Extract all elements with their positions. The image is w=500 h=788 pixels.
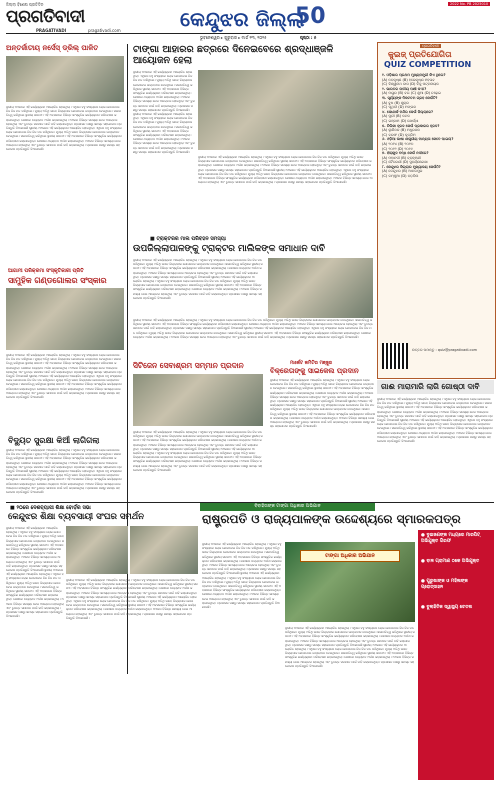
- quiz-question: ୫. ଚିଲିକା ହ୍ରଦ କେଉଁ ପ୍ରକାରର ହ୍ରଦ?: [382, 123, 440, 128]
- article-body: [377, 397, 494, 497]
- quiz-question: (C) ବିଶ୍ୱନାଥ ଦାସ (D) ବିଜୁ ପଟ୍ଟନାୟକ: [382, 82, 439, 87]
- body-text: ସ୍ଥାନୀୟ ଅଞ୍ଚଳରେ ଏହି କାର୍ଯ୍ୟକ୍ରମ ଆୟୋଜିତ ହୋଇଥିଲା। ଏଥିରେ ବହୁ ସଂଖ୍ୟାରେ ଲୋକ ଯୋଗଦେଇ ନିଜ ନିଜ ମତ ରଖିଥିଲେ। ମୁଖ୍ୟ ଅତିଥି ଭାବେ ଜିଲ୍ଲାପାଳ ଯୋଗଦେଇ ଉଦ୍‌ବୋଧନ ଦେଇଥିଲେ। ସଭାପତିତ୍ୱ କରିଥିଲେ ସ୍ଥାନୀୟ ସରପଞ୍ଚ। ଏହି ଅବସରରେ ବିଭିନ୍ନ ସାଂସ୍କୃତିକ କାର୍ଯ୍ୟକ୍ରମ ପରିବେଷଣ କରାଯାଇଥିଲା। ଶେଷରେ ଧନ୍ୟବାଦ ଅର୍ପଣ କରାଯାଇଥିଲା। ଅଞ୍ଚଳର ବିଭିନ୍ନ ସମସ୍ୟା ନେଇ ଆଲୋଚନା ହୋଇଥିଲା ଏବଂ ତୁରନ୍ତ ସମାଧାନ ପାଇଁ ଦାବି କରାଯାଇଥିଲା। ପ୍ରଶାସନ ପକ୍ଷରୁ ସମସ୍ତ ସହଯୋଗର ପ୍ରତିଶ୍ରୁତି ଦିଆଯାଇଛି।: [6, 105, 122, 131]
- body-text: ସ୍ଥାନୀୟ ଅଞ୍ଚଳରେ ଏହି କାର୍ଯ୍ୟକ୍ରମ ଆୟୋଜିତ ହୋଇଥିଲା। ଏଥିରେ ବହୁ ସଂଖ୍ୟାରେ ଲୋକ ଯୋଗଦେଇ ନିଜ ନିଜ ମତ ରଖିଥିଲେ। ମୁଖ୍ୟ ଅତିଥି ଭାବେ ଜିଲ୍ଲାପାଳ ଯୋଗଦେଇ ଉଦ୍‌ବୋଧନ ଦେଇଥିଲେ। ସଭାପତିତ୍ୱ କରିଥିଲେ ସ୍ଥାନୀୟ ସରପଞ୍ଚ। ଏହି ଅବସରରେ ବିଭିନ୍ନ ସାଂସ୍କୃତିକ କାର୍ଯ୍ୟକ୍ରମ ପରିବେଷଣ କରାଯାଇଥିଲା। ଶେଷରେ ଧନ୍ୟବାଦ ଅର୍ପଣ କରାଯାଇଥିଲା। ଅଞ୍ଚଳର ବିଭିନ୍ନ ସମସ୍ୟା ନେଇ ଆଲୋଚନା ହୋଇଥିଲା ଏବଂ ତୁରନ୍ତ ସମାଧାନ ପାଇଁ ଦାବି କରାଯାଇଥିଲା। ପ୍ରଶାସନ ପକ୍ଷରୁ ସମସ୍ତ ସହଯୋଗର ପ୍ରତିଶ୍ରୁତି ଦିଆଯାଇଛି।: [285, 642, 415, 668]
- quiz-question: ୩. ସୂର୍ଯ୍ୟଙ୍କ ନିକଟତମ ଗ୍ରହ କେଉଁଟି?: [382, 95, 438, 100]
- kicker-memorandum-box: [200, 503, 375, 511]
- article-body: [6, 105, 124, 265]
- headline-cultural: ସାମୁହିକ ଗଣ୍ଡଗୋଲର ସଂସ୍କାର: [8, 276, 107, 285]
- quiz-question: (A) ଲୁଣିଜଳ (B) ମଧୁରଜଳ: [382, 128, 420, 133]
- body-text: ସ୍ଥାନୀୟ ଅଞ୍ଚଳରେ ଏହି କାର୍ଯ୍ୟକ୍ରମ ଆୟୋଜିତ ହୋଇଥିଲା। ଏଥିରେ ବହୁ ସଂଖ୍ୟାରେ ଲୋକ ଯୋଗଦେଇ ନିଜ ନିଜ ମତ ରଖିଥିଲେ। ମୁଖ୍ୟ ଅତିଥି ଭାବେ ଜିଲ୍ଲାପାଳ ଯୋଗଦେଇ ଉଦ୍‌ବୋଧନ ଦେଇଥିଲେ। ସଭାପତିତ୍ୱ କରିଥିଲେ ସ୍ଥାନୀୟ ସରପଞ୍ଚ। ଏହି ଅବସରରେ ବିଭିନ୍ନ ସାଂସ୍କୃତିକ କାର୍ଯ୍ୟକ୍ରମ ପରିବେଷଣ କରାଯାଇଥିଲା। ଶେଷରେ ଧନ୍ୟବାଦ ଅର୍ପଣ କରାଯାଇଥିଲା। ଅଞ୍ଚଳର ବିଭିନ୍ନ ସମସ୍ୟା ନେଇ ଆଲୋଚନା ହୋଇଥିଲା ଏବଂ ତୁରନ୍ତ ସମାଧାନ ପାଇଁ ଦାବି କରାଯାଇଥିଲା। ପ୍ରଶାସନ ପକ୍ଷରୁ ସମସ୍ତ ସହଯୋଗର ପ୍ରତିଶ୍ରୁତି ଦିଆଯାଇଛି।: [198, 167, 373, 185]
- ad-item[interactable]: ● ବାଳ ଗ୍ରାମୀଣ ଠକେ ଅଭିଯୁକ୍ତ: [421, 559, 480, 564]
- qr-code[interactable]: [382, 343, 408, 369]
- quiz-question: ୭. ହୀରାକୁଦ ବନ୍ଧ କେଉଁ ନଦୀରେ?: [382, 151, 429, 156]
- rally-banner: [300, 550, 400, 562]
- quiz-title-odia: କୁଇଜ୍ ପ୍ରତିଯୋଗିତା: [388, 50, 452, 59]
- article-body: [270, 378, 375, 498]
- photo-education-2: [130, 526, 198, 574]
- body-text: ସ୍ଥାନୀୟ ଅଞ୍ଚଳରେ ଏହି କାର୍ଯ୍ୟକ୍ରମ ଆୟୋଜିତ ହୋଇଥିଲା। ଏଥିରେ ବହୁ ସଂଖ୍ୟାରେ ଲୋକ ଯୋଗଦେଇ ନିଜ ନିଜ ମତ ରଖିଥିଲେ। ମୁଖ୍ୟ ଅତିଥି ଭାବେ ଜିଲ୍ଲାପାଳ ଯୋଗଦେଇ ଉଦ୍‌ବୋଧନ ଦେଇଥିଲେ। ସଭାପତିତ୍ୱ କରିଥିଲେ ସ୍ଥାନୀୟ ସରପଞ୍ଚ। ଏହି ଅବସରରେ ବିଭିନ୍ନ ସାଂସ୍କୃତିକ କାର୍ଯ୍ୟକ୍ରମ ପରିବେଷଣ କରାଯାଇଥିଲା। ଶେଷରେ ଧନ୍ୟବାଦ ଅର୍ପଣ କରାଯାଇଥିଲା। ଅଞ୍ଚଳର ବିଭିନ୍ନ ସମସ୍ୟା ନେଇ ଆଲୋଚନା ହୋଇଥିଲା ଏବଂ ତୁରନ୍ତ ସମାଧାନ ପାଇଁ ଦାବି କରାଯାଇଥିଲା। ପ୍ରଶାସନ ପକ୍ଷରୁ ସମସ୍ତ ସହଯୋଗର ପ୍ରତିଶ୍ରୁତି ଦିଆଯାଇଛି।: [133, 430, 263, 451]
- photo-education-1: [66, 526, 128, 574]
- article-body: [202, 542, 282, 782]
- body-text: ସ୍ଥାନୀୟ ଅଞ୍ଚଳରେ ଏହି କାର୍ଯ୍ୟକ୍ରମ ଆୟୋଜିତ ହୋଇଥିଲା। ଏଥିରେ ବହୁ ସଂଖ୍ୟାରେ ଲୋକ ଯୋଗଦେଇ ନିଜ ନିଜ ମତ ରଖିଥିଲେ। ମୁଖ୍ୟ ଅତିଥି ଭାବେ ଜିଲ୍ଲାପାଳ ଯୋଗଦେଇ ଉଦ୍‌ବୋଧନ ଦେଇଥିଲେ। ସଭାପତିତ୍ୱ କରିଥିଲେ ସ୍ଥାନୀୟ ସରପଞ୍ଚ। ଏହି ଅବସରରେ ବିଭିନ୍ନ ସାଂସ୍କୃତିକ କାର୍ଯ୍ୟକ୍ରମ ପରିବେଷଣ କରାଯାଇଥିଲା। ଶେଷରେ ଧନ୍ୟବାଦ ଅର୍ପଣ କରାଯାଇଥିଲା। ଅଞ୍ଚଳର ବିଭିନ୍ନ ସମସ୍ୟା ନେଇ ଆଲୋଚନା ହୋଇଥିଲା ଏବଂ ତୁରନ୍ତ ସମାଧାନ ପାଇଁ ଦାବି କରାଯାଇଥିଲା। ପ୍ରଶାସନ ପକ୍ଷରୁ ସମସ୍ତ ସହଯୋଗର ପ୍ରତିଶ୍ରୁତି ଦିଆଯାଇଛି।: [6, 126, 122, 152]
- body-text: ସ୍ଥାନୀୟ ଅଞ୍ଚଳରେ ଏହି କାର୍ଯ୍ୟକ୍ରମ ଆୟୋଜିତ ହୋଇଥିଲା। ଏଥିରେ ବହୁ ସଂଖ୍ୟାରେ ଲୋକ ଯୋଗଦେଇ ନିଜ ନିଜ ମତ ରଖିଥିଲେ। ମୁଖ୍ୟ ଅତିଥି ଭାବେ ଜିଲ୍ଲାପାଳ ଯୋଗଦେଇ ଉଦ୍‌ବୋଧନ ଦେଇଥିଲେ। ସଭାପତିତ୍ୱ କରିଥିଲେ ସ୍ଥାନୀୟ ସରପଞ୍ଚ। ଏହି ଅବସରରେ ବିଭିନ୍ନ ସାଂସ୍କୃତିକ କାର୍ଯ୍ୟକ୍ରମ ପରିବେଷଣ କରାଯାଇଥିଲା। ଶେଷରେ ଧନ୍ୟବାଦ ଅର୍ପଣ କରାଯାଇଥିଲା। ଅଞ୍ଚଳର ବିଭିନ୍ନ ସମସ୍ୟା ନେଇ ଆଲୋଚନା ହୋଇଥିଲା ଏବଂ ତୁରନ୍ତ ସମାଧାନ ପାଇଁ ଦାବି କରାଯାଇଥିଲା। ପ୍ରଶାସନ ପକ୍ଷରୁ ସମସ୍ତ ସହଯୋଗର ପ୍ରତିଶ୍ରୁତି ଦିଆଯାଇଛି।: [6, 526, 64, 573]
- quiz-question: (A) ୨୦୧୪ (B) ୨୦୧୦: [382, 141, 414, 146]
- quiz-tag: ପ୍ରଗତିବାଦୀ: [422, 44, 439, 48]
- headline-nurses: ଅନ୍ତର୍ଜାତୀୟ ନର୍ସେସ୍ ଡ୍ରିଲ୍ ପାଳିତ: [6, 44, 99, 52]
- body-text: ସ୍ଥାନୀୟ ଅଞ୍ଚଳରେ ଏହି କାର୍ଯ୍ୟକ୍ରମ ଆୟୋଜିତ ହୋଇଥିଲା। ଏଥିରେ ବହୁ ସଂଖ୍ୟାରେ ଲୋକ ଯୋଗଦେଇ ନିଜ ନିଜ ମତ ରଖିଥିଲେ। ମୁଖ୍ୟ ଅତିଥି ଭାବେ ଜିଲ୍ଲାପାଳ ଯୋଗଦେଇ ଉଦ୍‌ବୋଧନ ଦେଇଥିଲେ। ସଭାପତିତ୍ୱ କରିଥିଲେ ସ୍ଥାନୀୟ ସରପଞ୍ଚ। ଏହି ଅବସରରେ ବିଭିନ୍ନ ସାଂସ୍କୃତିକ କାର୍ଯ୍ୟକ୍ରମ ପରିବେଷଣ କରାଯାଇଥିଲା। ଶେଷରେ ଧନ୍ୟବାଦ ଅର୍ପଣ କରାଯାଇଥିଲା। ଅଞ୍ଚଳର ବିଭିନ୍ନ ସମସ୍ୟା ନେଇ ଆଲୋଚନା ହୋଇଥିଲା ଏବଂ ତୁରନ୍ତ ସମାଧାନ ପାଇଁ ଦାବି କରାଯାଇଥିଲା। ପ୍ରଶାସନ ପକ୍ଷରୁ ସମସ୍ତ ସହଯୋଗର ପ୍ରତିଶ୍ରୁତି ଦିଆଯାଇଛି।: [202, 542, 282, 576]
- article-body: [6, 526, 64, 781]
- kicker-memorandum: ବିବାହିତାଙ୍କ ଟାଙ୍ଗା ଅଧିକାର ଅଭିଯାନ: [254, 504, 321, 509]
- reg-number: 2022 No. PB 2025010: [450, 2, 489, 6]
- quiz-title-en: QUIZ COMPETITION: [384, 60, 472, 69]
- headline-bicycle: ବିକ୍ରେତାଙ୍କୁ ସାଇକେଲ ପ୍ରଦାନ: [270, 367, 359, 375]
- body-text: ସ୍ଥାନୀୟ ଅଞ୍ଚଳରେ ଏହି କାର୍ଯ୍ୟକ୍ରମ ଆୟୋଜିତ ହୋଇଥିଲା। ଏଥିରେ ବହୁ ସଂଖ୍ୟାରେ ଲୋକ ଯୋଗଦେଇ ନିଜ ନିଜ ମତ ରଖିଥିଲେ। ମୁଖ୍ୟ ଅତିଥି ଭାବେ ଜିଲ୍ଲାପାଳ ଯୋଗଦେଇ ଉଦ୍‌ବୋଧନ ଦେଇଥିଲେ। ସଭାପତିତ୍ୱ କରିଥିଲେ ସ୍ଥାନୀୟ ସରପଞ୍ଚ। ଏହି ଅବସରରେ ବିଭିନ୍ନ ସାଂସ୍କୃତିକ କାର୍ଯ୍ୟକ୍ରମ ପରିବେଷଣ କରାଯାଇଥିଲା। ଶେଷରେ ଧନ୍ୟବାଦ ଅର୍ପଣ କରାଯାଇଥିଲା। ଅଞ୍ଚଳର ବିଭିନ୍ନ ସମସ୍ୟା ନେଇ ଆଲୋଚନା ହୋଇଥିଲା ଏବଂ ତୁରନ୍ତ ସମାଧାନ ପାଇଁ ଦାବି କରାଯାଇଥିଲା। ପ୍ରଶାସନ ପକ୍ଷରୁ ସମସ୍ତ ସହଯୋଗର ପ୍ରତିଶ୍ରୁତି ଦିଆଯାଇଛି।: [133, 318, 373, 331]
- article-body: [198, 155, 373, 230]
- quiz-question: (C) ଗଞ୍ଜାମ (D) ଖୋର୍ଦ୍ଧା: [382, 118, 419, 123]
- logo: ପ୍ରଗତିବାଦୀ: [6, 7, 85, 27]
- ad-item[interactable]: ● ଦୁଇଜଣଙ୍କ ମଧ୍ୟରେ ମାରପିଟ୍‌ ଅଭିଯୁକ୍ତ ଗିରଫ: [421, 533, 481, 544]
- quiz-question: (A) କେନ୍ଦୁଝର (B) ଆନନ୍ଦପୁର: [382, 169, 423, 174]
- article-body: [285, 626, 415, 781]
- headline-electric: ବିଦ୍ୟୁତ ସୁରକ୍ଷା କିଆଁ ଲାଗିଗଲା: [8, 436, 100, 445]
- headline-memorandum: ରାଷ୍ଟ୍ରପତି ଓ ରାଜ୍ୟପାଳଙ୍କ ଉଦ୍ଦେଶ୍ୟରେ ସ୍ମାରକପତ୍ର: [202, 512, 461, 526]
- body-text: ସ୍ଥାନୀୟ ଅଞ୍ଚଳରେ ଏହି କାର୍ଯ୍ୟକ୍ରମ ଆୟୋଜିତ ହୋଇଥିଲା। ଏଥିରେ ବହୁ ସଂଖ୍ୟାରେ ଲୋକ ଯୋଗଦେଇ ନିଜ ନିଜ ମତ ରଖିଥିଲେ। ମୁଖ୍ୟ ଅତିଥି ଭାବେ ଜିଲ୍ଲାପାଳ ଯୋଗଦେଇ ଉଦ୍‌ବୋଧନ ଦେଇଥିଲେ। ସଭାପତିତ୍ୱ କରିଥିଲେ ସ୍ଥାନୀୟ ସରପଞ୍ଚ। ଏହି ଅବସରରେ ବିଭିନ୍ନ ସାଂସ୍କୃତିକ କାର୍ଯ୍ୟକ୍ରମ ପରିବେଷଣ କରାଯାଇଥିଲା। ଶେଷରେ ଧନ୍ୟବାଦ ଅର୍ପଣ କରାଯାଇଥିଲା। ଅଞ୍ଚଳର ବିଭିନ୍ନ ସମସ୍ୟା ନେଇ ଆଲୋଚନା ହୋଇଥିଲା ଏବଂ ତୁରନ୍ତ ସମାଧାନ ପାଇଁ ଦାବି କରାଯାଇଥିଲା। ପ୍ରଶାସନ ପକ୍ଷରୁ ସମସ୍ତ ସହଯୋଗର ପ୍ରତିଶ୍ରୁତି ଦିଆଯାଇଛି।: [133, 326, 372, 339]
- body-text: ସ୍ଥାନୀୟ ଅଞ୍ଚଳରେ ଏହି କାର୍ଯ୍ୟକ୍ରମ ଆୟୋଜିତ ହୋଇଥିଲା। ଏଥିରେ ବହୁ ସଂଖ୍ୟାରେ ଲୋକ ଯୋଗଦେଇ ନିଜ ନିଜ ମତ ରଖିଥିଲେ। ମୁଖ୍ୟ ଅତିଥି ଭାବେ ଜିଲ୍ଲାପାଳ ଯୋଗଦେଇ ଉଦ୍‌ବୋଧନ ଦେଇଥିଲେ। ସଭାପତିତ୍ୱ କରିଥିଲେ ସ୍ଥାନୀୟ ସରପଞ୍ଚ। ଏହି ଅବସରରେ ବିଭିନ୍ନ ସାଂସ୍କୃତିକ କାର୍ଯ୍ୟକ୍ରମ ପରିବେଷଣ କରାଯାଇଥିଲା। ଶେଷରେ ଧନ୍ୟବାଦ ଅର୍ପଣ କରାଯାଇଥିଲା। ଅଞ୍ଚଳର ବିଭିନ୍ନ ସମସ୍ୟା ନେଇ ଆଲୋଚନା ହୋଇଥିଲା ଏବଂ ତୁରନ୍ତ ସମାଧାନ ପାଇଁ ଦାବି କରାଯାଇଥିଲା। ପ୍ରଶାସନ ପକ୍ଷରୁ ସମସ୍ତ ସହଯୋଗର ପ୍ରତିଶ୍ରୁତି ଦିଆଯାଇଛି।: [66, 578, 198, 599]
- district-title: କେନ୍ଦୁଝର ଜିଲ୍ଲା: [180, 7, 305, 31]
- body-text: ସ୍ଥାନୀୟ ଅଞ୍ଚଳରେ ଏହି କାର୍ଯ୍ୟକ୍ରମ ଆୟୋଜିତ ହୋଇଥିଲା। ଏଥିରେ ବହୁ ସଂଖ୍ୟାରେ ଲୋକ ଯୋଗଦେଇ ନିଜ ନିଜ ମତ ରଖିଥିଲେ। ମୁଖ୍ୟ ଅତିଥି ଭାବେ ଜିଲ୍ଲାପାଳ ଯୋଗଦେଇ ଉଦ୍‌ବୋଧନ ଦେଇଥିଲେ। ସଭାପତିତ୍ୱ କରିଥିଲେ ସ୍ଥାନୀୟ ସରପଞ୍ଚ। ଏହି ଅବସରରେ ବିଭିନ୍ନ ସାଂସ୍କୃତିକ କାର୍ଯ୍ୟକ୍ରମ ପରିବେଷଣ କରାଯାଇଥିଲା। ଶେଷରେ ଧନ୍ୟବାଦ ଅର୍ପଣ କରାଯାଇଥିଲା। ଅଞ୍ଚଳର ବିଭିନ୍ନ ସମସ୍ୟା ନେଇ ଆଲୋଚନା ହୋଇଥିଲା ଏବଂ ତୁରନ୍ତ ସମାଧାନ ପାଇଁ ଦାବି କରାଯାଇଥିଲା। ପ୍ରଶାସନ ପକ୍ଷରୁ ସମସ୍ତ ସହଯୋଗର ପ୍ରତିଶ୍ରୁତି ଦିଆଯାଇଛି।: [133, 258, 263, 279]
- lead-headline: ଟାଙ୍ଗା ଆହାରର ଛତ୍ରରେ ଦିନେଇବେରେ ଶ୍ରଦ୍ଧାଞ୍ଜଳି ଆୟୋଜନ ହେଲା: [133, 44, 334, 66]
- article-body: [66, 578, 198, 778]
- body-text: ସ୍ଥାନୀୟ ଅଞ୍ଚଳରେ ଏହି କାର୍ଯ୍ୟକ୍ରମ ଆୟୋଜିତ ହୋଇଥିଲା। ଏଥିରେ ବହୁ ସଂଖ୍ୟାରେ ଲୋକ ଯୋଗଦେଇ ନିଜ ନିଜ ମତ ରଖିଥିଲେ। ମୁଖ୍ୟ ଅତିଥି ଭାବେ ଜିଲ୍ଲାପାଳ ଯୋଗଦେଇ ଉଦ୍‌ବୋଧନ ଦେଇଥିଲେ। ସଭାପତିତ୍ୱ କରିଥିଲେ ସ୍ଥାନୀୟ ସରପଞ୍ଚ। ଏହି ଅବସରରେ ବିଭିନ୍ନ ସାଂସ୍କୃତିକ କାର୍ଯ୍ୟକ୍ରମ ପରିବେଷଣ କରାଯାଇଥିଲା। ଶେଷରେ ଧନ୍ୟବାଦ ଅର୍ପଣ କରାଯାଇଥିଲା। ଅଞ୍ଚଳର ବିଭିନ୍ନ ସମସ୍ୟା ନେଇ ଆଲୋଚନା ହୋଇଥିଲା ଏବଂ ତୁରନ୍ତ ସମାଧାନ ପାଇଁ ଦାବି କରାଯାଇଥିଲା। ପ୍ରଶାସନ ପକ୍ଷରୁ ସମସ୍ତ ସହଯୋଗର ପ୍ରତିଶ୍ରୁତି ଦିଆଯାଇଛି।: [377, 418, 493, 444]
- quiz-question: (C) ଚମ୍ପୁଆ (D) ବଡ଼ବିଲ: [382, 174, 419, 179]
- photo-citizen: [133, 374, 263, 426]
- quiz-question: (A) ମହାନଦୀ (B) ବ୍ରାହ୍ମଣୀ: [382, 155, 421, 160]
- body-text: ସ୍ଥାନୀୟ ଅଞ୍ଚଳରେ ଏହି କାର୍ଯ୍ୟକ୍ରମ ଆୟୋଜିତ ହୋଇଥିଲା। ଏଥିରେ ବହୁ ସଂଖ୍ୟାରେ ଲୋକ ଯୋଗଦେଇ ନିଜ ନିଜ ମତ ରଖିଥିଲେ। ମୁଖ୍ୟ ଅତିଥି ଭାବେ ଜିଲ୍ଲାପାଳ ଯୋଗଦେଇ ଉଦ୍‌ବୋଧନ ଦେଇଥିଲେ। ସଭାପତିତ୍ୱ କରିଥିଲେ ସ୍ଥାନୀୟ ସରପଞ୍ଚ। ଏହି ଅବସରରେ ବିଭିନ୍ନ ସାଂସ୍କୃତିକ କାର୍ଯ୍ୟକ୍ରମ ପରିବେଷଣ କରାଯାଇଥିଲା। ଶେଷରେ ଧନ୍ୟବାଦ ଅର୍ପଣ କରାଯାଇଥିଲା। ଅଞ୍ଚଳର ବିଭିନ୍ନ ସମସ୍ୟା ନେଇ ଆଲୋଚନା ହୋଇଥିଲା ଏବଂ ତୁରନ୍ତ ସମାଧାନ ପାଇଁ ଦାବି କରାଯାଇଥିଲା। ପ୍ରଶାସନ ପକ୍ଷରୁ ସମସ୍ତ ସହଯୋଗର ପ୍ରତିଶ୍ରୁତି ଦିଆଯାଇଛି।: [6, 469, 122, 495]
- kicker-market: ମାର୍କେଟ କମିଟିର ମଞ୍ଜୁର: [290, 361, 333, 366]
- top-note: ଜିଲ୍ଲା ବିଶେଷ ପ୍ରତିଦିନ: [6, 2, 44, 7]
- kicker-cultural: ଆଗାମୀ ପରିକ୍ରମା ସଂସ୍କୃତିକାରୀ ପ୍ରିତି: [8, 268, 84, 274]
- kicker-education: ■ ୨୦ରେ ଦେଶବ୍ୟାପୀ ଶିକ୍ଷା ବୋର୍ଡ଼ର ସଭା: [10, 505, 91, 511]
- quiz-question: (C) ୨୦୧୨ (D) ୨୦୧୬: [382, 146, 413, 151]
- article-body: [6, 353, 124, 433]
- body-text: ସ୍ଥାନୀୟ ଅଞ୍ଚଳରେ ଏହି କାର୍ଯ୍ୟକ୍ରମ ଆୟୋଜିତ ହୋଇଥିଲା। ଏଥିରେ ବହୁ ସଂଖ୍ୟାରେ ଲୋକ ଯୋଗଦେଇ ନିଜ ନିଜ ମତ ରଖିଥିଲେ। ମୁଖ୍ୟ ଅତିଥି ଭାବେ ଜିଲ୍ଲାପାଳ ଯୋଗଦେଇ ଉଦ୍‌ବୋଧନ ଦେଇଥିଲେ। ସଭାପତିତ୍ୱ କରିଥିଲେ ସ୍ଥାନୀୟ ସରପଞ୍ଚ। ଏହି ଅବସରରେ ବିଭିନ୍ନ ସାଂସ୍କୃତିକ କାର୍ଯ୍ୟକ୍ରମ ପରିବେଷଣ କରାଯାଇଥିଲା। ଶେଷରେ ଧନ୍ୟବାଦ ଅର୍ପଣ କରାଯାଇଥିଲା। ଅଞ୍ଚଳର ବିଭିନ୍ନ ସମସ୍ୟା ନେଇ ଆଲୋଚନା ହୋଇଥିଲା ଏବଂ ତୁରନ୍ତ ସମାଧାନ ପାଇଁ ଦାବି କରାଯାଇଥିଲା। ପ୍ରଶାସନ ପକ୍ଷରୁ ସମସ୍ତ ସହଯୋଗର ପ୍ରତିଶ୍ରୁତି ଦିଆଯାଇଛି।: [6, 374, 122, 400]
- masthead-rule: [6, 33, 494, 34]
- quiz-question-list: [382, 73, 491, 179]
- quiz-question: (C) ବୈତରଣୀ (D) ସୁବର୍ଣ୍ଣରେଖା: [382, 160, 428, 165]
- quiz-question: (A) ମୟୂର (B) ବଗ (C) ଶୁଆ (D) ଚଢ଼େଇ: [382, 91, 441, 96]
- photo-tractor: [268, 258, 373, 318]
- rally-banner-text: ଟାଙ୍ଗା ଅଧିକାର ଅଭିଯାନ: [325, 553, 375, 559]
- article-body: [133, 70, 195, 230]
- body-text: ସ୍ଥାନୀୟ ଅଞ୍ଚଳରେ ଏହି କାର୍ଯ୍ୟକ୍ରମ ଆୟୋଜିତ ହୋଇଥିଲା। ଏଥିରେ ବହୁ ସଂଖ୍ୟାରେ ଲୋକ ଯୋଗଦେଇ ନିଜ ନିଜ ମତ ରଖିଥିଲେ। ମୁଖ୍ୟ ଅତିଥି ଭାବେ ଜିଲ୍ଲାପାଳ ଯୋଗଦେଇ ଉଦ୍‌ବୋଧନ ଦେଇଥିଲେ। ସଭାପତିତ୍ୱ କରିଥିଲେ ସ୍ଥାନୀୟ ସରପଞ୍ଚ। ଏହି ଅବସରରେ ବିଭିନ୍ନ ସାଂସ୍କୃତିକ କାର୍ଯ୍ୟକ୍ରମ ପରିବେଷଣ କରାଯାଇଥିଲା। ଶେଷରେ ଧନ୍ୟବାଦ ଅର୍ପଣ କରାଯାଇଥିଲା। ଅଞ୍ଚଳର ବିଭିନ୍ନ ସମସ୍ୟା ନେଇ ଆଲୋଚନା ହୋଇଥିଲା ଏବଂ ତୁରନ୍ତ ସମାଧାନ ପାଇଁ ଦାବି କରାଯାଇଥିଲା। ପ୍ରଶାସନ ପକ୍ଷରୁ ସମସ୍ତ ସହଯୋଗର ପ୍ରତିଶ୍ରୁତି ଦିଆଯାଇଛି।: [66, 594, 197, 620]
- headline-tractor: ଉପଜିଲ୍ଲାପାଳଙ୍କୁ ଟ୍ରାକ୍ଟର ମାଲିକଙ୍କ ସମାଧାନ ଦାବି: [133, 244, 326, 254]
- photo-nurses: [6, 56, 124, 102]
- body-text: ସ୍ଥାନୀୟ ଅଞ୍ଚଳରେ ଏହି କାର୍ଯ୍ୟକ୍ରମ ଆୟୋଜିତ ହୋଇଥିଲା। ଏଥିରେ ବହୁ ସଂଖ୍ୟାରେ ଲୋକ ଯୋଗଦେଇ ନିଜ ନିଜ ମତ ରଖିଥିଲେ। ମୁଖ୍ୟ ଅତିଥି ଭାବେ ଜିଲ୍ଲାପାଳ ଯୋଗଦେଇ ଉଦ୍‌ବୋଧନ ଦେଇଥିଲେ। ସଭାପତିତ୍ୱ କରିଥିଲେ ସ୍ଥାନୀୟ ସରପଞ୍ଚ। ଏହି ଅବସରରେ ବିଭିନ୍ନ ସାଂସ୍କୃତିକ କାର୍ଯ୍ୟକ୍ରମ ପରିବେଷଣ କରାଯାଇଥିଲା। ଶେଷରେ ଧନ୍ୟବାଦ ଅର୍ପଣ କରାଯାଇଥିଲା। ଅଞ୍ଚଳର ବିଭିନ୍ନ ସମସ୍ୟା ନେଇ ଆଲୋଚନା ହୋଇଥିଲା ଏବଂ ତୁରନ୍ତ ସମାଧାନ ପାଇଁ ଦାବି କରାଯାଇଥିଲା। ପ୍ରଶାସନ ପକ୍ଷରୁ ସମସ୍ତ ସହଯୋଗର ପ୍ରତିଶ୍ରୁତି ଦିଆଯାଇଛି।: [6, 353, 122, 379]
- site-url: pragativadi.com: [88, 28, 121, 33]
- sidebar-ad: [418, 530, 494, 780]
- body-text: ସ୍ଥାନୀୟ ଅଞ୍ଚଳରେ ଏହି କାର୍ଯ୍ୟକ୍ରମ ଆୟୋଜିତ ହୋଇଥିଲା। ଏଥିରେ ବହୁ ସଂଖ୍ୟାରେ ଲୋକ ଯୋଗଦେଇ ନିଜ ନିଜ ମତ ରଖିଥିଲେ। ମୁଖ୍ୟ ଅତିଥି ଭାବେ ଜିଲ୍ଲାପାଳ ଯୋଗଦେଇ ଉଦ୍‌ବୋଧନ ଦେଇଥିଲେ। ସଭାପତିତ୍ୱ କରିଥିଲେ ସ୍ଥାନୀୟ ସରପଞ୍ଚ। ଏହି ଅବସରରେ ବିଭିନ୍ନ ସାଂସ୍କୃତିକ କାର୍ଯ୍ୟକ୍ରମ ପରିବେଷଣ କରାଯାଇଥିଲା। ଶେଷରେ ଧନ୍ୟବାଦ ଅର୍ପଣ କରାଯାଇଥିଲା। ଅଞ୍ଚଳର ବିଭିନ୍ନ ସମସ୍ୟା ନେଇ ଆଲୋଚନା ହୋଇଥିଲା ଏବଂ ତୁରନ୍ତ ସମାଧାନ ପାଇଁ ଦାବି କରାଯାଇଥିଲା। ପ୍ରଶାସନ ପକ୍ଷରୁ ସମସ୍ତ ସହଯୋଗର ପ୍ରତିଶ୍ରୁତି ଦିଆଯାଇଛି।: [270, 378, 374, 404]
- masthead: [0, 0, 500, 40]
- quiz-question: (C) ବରଫ (D) କୃତ୍ରିମ: [382, 132, 416, 137]
- quiz-question: ୬. ଓଡ଼ିଆ ଭାଷା ଶାସ୍ତ୍ରୀୟ ମାନ୍ୟତା କେବେ ପାଇଲା?: [382, 137, 454, 142]
- date-line: ଭୁବନେଶ୍ୱର ▸ ଗୁରୁବାର ▸ ମାର୍ଚ୍ଚ ୧୩, ୨୦୨୫: [200, 35, 267, 40]
- headline-education: କେନ୍ଦୁଝର ଶିକ୍ଷା ବ୍ୟବସାୟୀ ସଂଘର ସମର୍ଥନ: [8, 512, 144, 522]
- body-text: ସ୍ଥାନୀୟ ଅଞ୍ଚଳରେ ଏହି କାର୍ଯ୍ୟକ୍ରମ ଆୟୋଜିତ ହୋଇଥିଲା। ଏଥିରେ ବହୁ ସଂଖ୍ୟାରେ ଲୋକ ଯୋଗଦେଇ ନିଜ ନିଜ ମତ ରଖିଥିଲେ। ମୁଖ୍ୟ ଅତିଥି ଭାବେ ଜିଲ୍ଲାପାଳ ଯୋଗଦେଇ ଉଦ୍‌ବୋଧନ ଦେଇଥିଲେ। ସଭାପତିତ୍ୱ କରିଥିଲେ ସ୍ଥାନୀୟ ସରପଞ୍ଚ। ଏହି ଅବସରରେ ବିଭିନ୍ନ ସାଂସ୍କୃତିକ କାର୍ଯ୍ୟକ୍ରମ ପରିବେଷଣ କରାଯାଇଥିଲା। ଶେଷରେ ଧନ୍ୟବାଦ ଅର୍ପଣ କରାଯାଇଥିଲା। ଅଞ୍ଚଳର ବିଭିନ୍ନ ସମସ୍ୟା ନେଇ ଆଲୋଚନା ହୋଇଥିଲା ଏବଂ ତୁରନ୍ତ ସମାଧାନ ପାଇଁ ଦାବି କରାଯାଇଥିଲା। ପ୍ରଶାସନ ପକ୍ଷରୁ ସମସ୍ତ ସହଯୋଗର ପ୍ରତିଶ୍ରୁତି ଦିଆଯାଇଛି।: [285, 626, 415, 647]
- body-text: ସ୍ଥାନୀୟ ଅଞ୍ଚଳରେ ଏହି କାର୍ଯ୍ୟକ୍ରମ ଆୟୋଜିତ ହୋଇଥିଲା। ଏଥିରେ ବହୁ ସଂଖ୍ୟାରେ ଲୋକ ଯୋଗଦେଇ ନିଜ ନିଜ ମତ ରଖିଥିଲେ। ମୁଖ୍ୟ ଅତିଥି ଭାବେ ଜିଲ୍ଲାପାଳ ଯୋଗଦେଇ ଉଦ୍‌ବୋଧନ ଦେଇଥିଲେ। ସଭାପତିତ୍ୱ କରିଥିଲେ ସ୍ଥାନୀୟ ସରପଞ୍ଚ। ଏହି ଅବସରରେ ବିଭିନ୍ନ ସାଂସ୍କୃତିକ କାର୍ଯ୍ୟକ୍ରମ ପରିବେଷଣ କରାଯାଇଥିଲା। ଶେଷରେ ଧନ୍ୟବାଦ ଅର୍ପଣ କରାଯାଇଥିଲା। ଅଞ୍ଚଳର ବିଭିନ୍ନ ସମସ୍ୟା ନେଇ ଆଲୋଚନା ହୋଇଥିଲା ଏବଂ ତୁରନ୍ତ ସମାଧାନ ପାଇଁ ଦାବି କରାଯାଇଥିଲା। ପ୍ରଶାସନ ପକ୍ଷରୁ ସମସ୍ତ ସହଯୋଗର ପ୍ରତିଶ୍ରୁତି ଦିଆଯାଇଛି।: [6, 448, 122, 474]
- article-body: [133, 430, 263, 500]
- quiz-question: (C) ପୃଥିବୀ (D) ମଙ୍ଗଳ: [382, 105, 416, 110]
- logo-sub: PRAGATIVADI: [36, 28, 67, 33]
- article-body: [133, 258, 263, 313]
- article-body: [6, 448, 124, 498]
- photo-cultural: [6, 288, 124, 350]
- quiz-question: ୪. କୋଣାର୍କ ମନ୍ଦିର କେଉଁ ଜିଲ୍ଲାରେ?: [382, 109, 434, 114]
- quiz-question: ୮. କେନ୍ଦୁଝର ଜିଲ୍ଲାର ମୁଖ୍ୟାଳୟ କେଉଁଠି?: [382, 164, 441, 169]
- headline-cow-box: [377, 380, 494, 394]
- ad-item[interactable]: ● ପୁରୁଷାଙ୍କ ଓ ମହିଳାଙ୍କ ପ୍ରୋତ୍ସାହନ: [421, 579, 468, 590]
- quiz-question: (A) ନବକୃଷ୍ଣ (B) ହରେକୃଷ୍ଣ ମହତାବ: [382, 77, 435, 82]
- page-label: ପୃଷ୍ଠା : ୫: [300, 35, 317, 40]
- body-text: ସ୍ଥାନୀୟ ଅଞ୍ଚଳରେ ଏହି କାର୍ଯ୍ୟକ୍ରମ ଆୟୋଜିତ ହୋଇଥିଲା। ଏଥିରେ ବହୁ ସଂଖ୍ୟାରେ ଲୋକ ଯୋଗଦେଇ ନିଜ ନିଜ ମତ ରଖିଥିଲେ। ମୁଖ୍ୟ ଅତିଥି ଭାବେ ଜିଲ୍ଲାପାଳ ଯୋଗଦେଇ ଉଦ୍‌ବୋଧନ ଦେଇଥିଲେ। ସଭାପତିତ୍ୱ କରିଥିଲେ ସ୍ଥାନୀୟ ସରପଞ୍ଚ। ଏହି ଅବସରରେ ବିଭିନ୍ନ ସାଂସ୍କୃତିକ କାର୍ଯ୍ୟକ୍ରମ ପରିବେଷଣ କରାଯାଇଥିଲା। ଶେଷରେ ଧନ୍ୟବାଦ ଅର୍ପଣ କରାଯାଇଥିଲା। ଅଞ୍ଚଳର ବିଭିନ୍ନ ସମସ୍ୟା ନେଇ ଆଲୋଚନା ହୋଇଥିଲା ଏବଂ ତୁରନ୍ତ ସମାଧାନ ପାଇଁ ଦାବି କରାଯାଇଥିଲା। ପ୍ରଶାସନ ପକ୍ଷରୁ ସମସ୍ତ ସହଯୋଗର ପ୍ରତିଶ୍ରୁତି ଦିଆଯାଇଛି।: [133, 70, 195, 112]
- body-text: ସ୍ଥାନୀୟ ଅଞ୍ଚଳରେ ଏହି କାର୍ଯ୍ୟକ୍ରମ ଆୟୋଜିତ ହୋଇଥିଲା। ଏଥିରେ ବହୁ ସଂଖ୍ୟାରେ ଲୋକ ଯୋଗଦେଇ ନିଜ ନିଜ ମତ ରଖିଥିଲେ। ମୁଖ୍ୟ ଅତିଥି ଭାବେ ଜିଲ୍ଲାପାଳ ଯୋଗଦେଇ ଉଦ୍‌ବୋଧନ ଦେଇଥିଲେ। ସଭାପତିତ୍ୱ କରିଥିଲେ ସ୍ଥାନୀୟ ସରପଞ୍ଚ। ଏହି ଅବସରରେ ବିଭିନ୍ନ ସାଂସ୍କୃତିକ କାର୍ଯ୍ୟକ୍ରମ ପରିବେଷଣ କରାଯାଇଥିଲା। ଶେଷରେ ଧନ୍ୟବାଦ ଅର୍ପଣ କରାଯାଇଥିଲା। ଅଞ୍ଚଳର ବିଭିନ୍ନ ସମସ୍ୟା ନେଇ ଆଲୋଚନା ହୋଇଥିଲା ଏବଂ ତୁରନ୍ତ ସମାଧାନ ପାଇଁ ଦାବି କରାଯାଇଥିଲା। ପ୍ରଶାସନ ପକ୍ଷରୁ ସମସ୍ତ ସହଯୋଗର ପ୍ରତିଶ୍ରୁତି ଦିଆଯାଇଛି।: [202, 571, 282, 610]
- ad-item[interactable]: ● ବୁଲାହିତିକ ସ୍ୱାସ୍ଥ୍ୟ ଚେତନା: [421, 605, 473, 610]
- quiz-question: (A) ପୁରୀ (B) କଟକ: [382, 114, 410, 119]
- quiz-box: [377, 42, 496, 379]
- anniversary-number: 50: [295, 4, 326, 29]
- article-body: [133, 318, 373, 358]
- headline-cow: ଗାଈ ମାରାମାରି ଲାଗି ଗୋଷ୍ଠୀ ଦାବି: [381, 382, 480, 391]
- photo-lead: [198, 70, 373, 150]
- anniversary-badge: [295, 4, 327, 30]
- quiz-question: ୧. ଓଡ଼ିଶାର ପ୍ରଥମ ମୁଖ୍ୟମନ୍ତ୍ରୀ କିଏ ଥିଲେ?: [382, 73, 446, 77]
- quiz-question: (A) ବୁଧ (B) ଶୁକ୍ର: [382, 100, 409, 105]
- body-text: ସ୍ଥାନୀୟ ଅଞ୍ଚଳରେ ଏହି କାର୍ଯ୍ୟକ୍ରମ ଆୟୋଜିତ ହୋଇଥିଲା। ଏଥିରେ ବହୁ ସଂଖ୍ୟାରେ ଲୋକ ଯୋଗଦେଇ ନିଜ ନିଜ ମତ ରଖିଥିଲେ। ମୁଖ୍ୟ ଅତିଥି ଭାବେ ଜିଲ୍ଲାପାଳ ଯୋଗଦେଇ ଉଦ୍‌ବୋଧନ ଦେଇଥିଲେ। ସଭାପତିତ୍ୱ କରିଥିଲେ ସ୍ଥାନୀୟ ସରପଞ୍ଚ। ଏହି ଅବସରରେ ବିଭିନ୍ନ ସାଂସ୍କୃତିକ କାର୍ଯ୍ୟକ୍ରମ ପରିବେଷଣ କରାଯାଇଥିଲା। ଶେଷରେ ଧନ୍ୟବାଦ ଅର୍ପଣ କରାଯାଇଥିଲା। ଅଞ୍ଚଳର ବିଭିନ୍ନ ସମସ୍ୟା ନେଇ ଆଲୋଚନା ହୋଇଥିଲା ଏବଂ ତୁରନ୍ତ ସମାଧାନ ପାଇଁ ଦାବି କରାଯାଇଥିଲା। ପ୍ରଶାସନ ପକ୍ଷରୁ ସମସ୍ତ ସହଯୋଗର ପ୍ରତିଶ୍ରୁତି ଦିଆଯାଇଛି।: [133, 112, 195, 154]
- body-text: ସ୍ଥାନୀୟ ଅଞ୍ଚଳରେ ଏହି କାର୍ଯ୍ୟକ୍ରମ ଆୟୋଜିତ ହୋଇଥିଲା। ଏଥିରେ ବହୁ ସଂଖ୍ୟାରେ ଲୋକ ଯୋଗଦେଇ ନିଜ ନିଜ ମତ ରଖିଥିଲେ। ମୁଖ୍ୟ ଅତିଥି ଭାବେ ଜିଲ୍ଲାପାଳ ଯୋଗଦେଇ ଉଦ୍‌ବୋଧନ ଦେଇଥିଲେ। ସଭାପତିତ୍ୱ କରିଥିଲେ ସ୍ଥାନୀୟ ସରପଞ୍ଚ। ଏହି ଅବସରରେ ବିଭିନ୍ନ ସାଂସ୍କୃତିକ କାର୍ଯ୍ୟକ୍ରମ ପରିବେଷଣ କରାଯାଇଥିଲା। ଶେଷରେ ଧନ୍ୟବାଦ ଅର୍ପଣ କରାଯାଇଥିଲା। ଅଞ୍ଚଳର ବିଭିନ୍ନ ସମସ୍ୟା ନେଇ ଆଲୋଚନା ହୋଇଥିଲା ଏବଂ ତୁରନ୍ତ ସମାଧାନ ପାଇଁ ଦାବି କରାଯାଇଥିଲା। ପ୍ରଶାସନ ପକ୍ଷରୁ ସମସ୍ତ ସହଯୋଗର ପ୍ରତିଶ୍ରୁତି ଦିଆଯାଇଛି।: [377, 397, 493, 423]
- headline-citizen: ସିଟିଜେନ ସେବାଶ୍ରମ ସମ୍ମାନ ପ୍ରଦାନ: [133, 361, 244, 370]
- qr-note: ଉତ୍ତର ପଠାନ୍ତୁ : quiz@pragativadi.com: [412, 348, 477, 352]
- quiz-question: ୨. ଭାରତର ଜାତୀୟ ପକ୍ଷୀ କ'ଣ?: [382, 86, 427, 91]
- body-text: ସ୍ଥାନୀୟ ଅଞ୍ଚଳରେ ଏହି କାର୍ଯ୍ୟକ୍ରମ ଆୟୋଜିତ ହୋଇଥିଲା। ଏଥିରେ ବହୁ ସଂଖ୍ୟାରେ ଲୋକ ଯୋଗଦେଇ ନିଜ ନିଜ ମତ ରଖିଥିଲେ। ମୁଖ୍ୟ ଅତିଥି ଭାବେ ଜିଲ୍ଲାପାଳ ଯୋଗଦେଇ ଉଦ୍‌ବୋଧନ ଦେଇଥିଲେ। ସଭାପତିତ୍ୱ କରିଥିଲେ ସ୍ଥାନୀୟ ସରପଞ୍ଚ। ଏହି ଅବସରରେ ବିଭିନ୍ନ ସାଂସ୍କୃତିକ କାର୍ଯ୍ୟକ୍ରମ ପରିବେଷଣ କରାଯାଇଥିଲା। ଶେଷରେ ଧନ୍ୟବାଦ ଅର୍ପଣ କରାଯାଇଥିଲା। ଅଞ୍ଚଳର ବିଭିନ୍ନ ସମସ୍ୟା ନେଇ ଆଲୋଚନା ହୋଇଥିଲା ଏବଂ ତୁରନ୍ତ ସମାଧାନ ପାଇଁ ଦାବି କରାଯାଇଥିଲା। ପ୍ରଶାସନ ପକ୍ଷରୁ ସମସ୍ତ ସହଯୋଗର ପ୍ରତିଶ୍ରୁତି ଦିଆଯାଇଛି।: [133, 274, 263, 300]
- body-text: ସ୍ଥାନୀୟ ଅଞ୍ଚଳରେ ଏହି କାର୍ଯ୍ୟକ୍ରମ ଆୟୋଜିତ ହୋଇଥିଲା। ଏଥିରେ ବହୁ ସଂଖ୍ୟାରେ ଲୋକ ଯୋଗଦେଇ ନିଜ ନିଜ ମତ ରଖିଥିଲେ। ମୁଖ୍ୟ ଅତିଥି ଭାବେ ଜିଲ୍ଲାପାଳ ଯୋଗଦେଇ ଉଦ୍‌ବୋଧନ ଦେଇଥିଲେ। ସଭାପତିତ୍ୱ କରିଥିଲେ ସ୍ଥାନୀୟ ସରପଞ୍ଚ। ଏହି ଅବସରରେ ବିଭିନ୍ନ ସାଂସ୍କୃତିକ କାର୍ଯ୍ୟକ୍ରମ ପରିବେଷଣ କରାଯାଇଥିଲା। ଶେଷରେ ଧନ୍ୟବାଦ ଅର୍ପଣ କରାଯାଇଥିଲା। ଅଞ୍ଚଳର ବିଭିନ୍ନ ସମସ୍ୟା ନେଇ ଆଲୋଚନା ହୋଇଥିଲା ଏବଂ ତୁରନ୍ତ ସମାଧାନ ପାଇଁ ଦାବି କରାଯାଇଥିଲା। ପ୍ରଶାସନ ପକ୍ଷରୁ ସମସ୍ତ ସହଯୋଗର ପ୍ରତିଶ୍ରୁତି ଦିଆଯାଇଛି।: [6, 568, 64, 619]
- body-text: ସ୍ଥାନୀୟ ଅଞ୍ଚଳରେ ଏହି କାର୍ଯ୍ୟକ୍ରମ ଆୟୋଜିତ ହୋଇଥିଲା। ଏଥିରେ ବହୁ ସଂଖ୍ୟାରେ ଲୋକ ଯୋଗଦେଇ ନିଜ ନିଜ ମତ ରଖିଥିଲେ। ମୁଖ୍ୟ ଅତିଥି ଭାବେ ଜିଲ୍ଲାପାଳ ଯୋଗଦେଇ ଉଦ୍‌ବୋଧନ ଦେଇଥିଲେ। ସଭାପତିତ୍ୱ କରିଥିଲେ ସ୍ଥାନୀୟ ସରପଞ୍ଚ। ଏହି ଅବସରରେ ବିଭିନ୍ନ ସାଂସ୍କୃତିକ କାର୍ଯ୍ୟକ୍ରମ ପରିବେଷଣ କରାଯାଇଥିଲା। ଶେଷରେ ଧନ୍ୟବାଦ ଅର୍ପଣ କରାଯାଇଥିଲା। ଅଞ୍ଚଳର ବିଭିନ୍ନ ସମସ୍ୟା ନେଇ ଆଲୋଚନା ହୋଇଥିଲା ଏବଂ ତୁରନ୍ତ ସମାଧାନ ପାଇଁ ଦାବି କରାଯାଇଥିଲା। ପ୍ରଶାସନ ପକ୍ଷରୁ ସମସ୍ତ ସହଯୋଗର ପ୍ରତିଶ୍ରୁତି ଦିଆଯାଇଛି।: [270, 399, 375, 429]
- body-text: ସ୍ଥାନୀୟ ଅଞ୍ଚଳରେ ଏହି କାର୍ଯ୍ୟକ୍ରମ ଆୟୋଜିତ ହୋଇଥିଲା। ଏଥିରେ ବହୁ ସଂଖ୍ୟାରେ ଲୋକ ଯୋଗଦେଇ ନିଜ ନିଜ ମତ ରଖିଥିଲେ। ମୁଖ୍ୟ ଅତିଥି ଭାବେ ଜିଲ୍ଲାପାଳ ଯୋଗଦେଇ ଉଦ୍‌ବୋଧନ ଦେଇଥିଲେ। ସଭାପତିତ୍ୱ କରିଥିଲେ ସ୍ଥାନୀୟ ସରପଞ୍ଚ। ଏହି ଅବସରରେ ବିଭିନ୍ନ ସାଂସ୍କୃତିକ କାର୍ଯ୍ୟକ୍ରମ ପରିବେଷଣ କରାଯାଇଥିଲା। ଶେଷରେ ଧନ୍ୟବାଦ ଅର୍ପଣ କରାଯାଇଥିଲା। ଅଞ୍ଚଳର ବିଭିନ୍ନ ସମସ୍ୟା ନେଇ ଆଲୋଚନା ହୋଇଥିଲା ଏବଂ ତୁରନ୍ତ ସମାଧାନ ପାଇଁ ଦାବି କରାଯାଇଥିଲା। ପ୍ରଶାସନ ପକ୍ଷରୁ ସମସ୍ତ ସହଯୋଗର ପ୍ରତିଶ୍ରୁତି ଦିଆଯାଇଛି।: [198, 155, 372, 172]
- body-text: ସ୍ଥାନୀୟ ଅଞ୍ଚଳରେ ଏହି କାର୍ଯ୍ୟକ୍ରମ ଆୟୋଜିତ ହୋଇଥିଲା। ଏଥିରେ ବହୁ ସଂଖ୍ୟାରେ ଲୋକ ଯୋଗଦେଇ ନିଜ ନିଜ ମତ ରଖିଥିଲେ। ମୁଖ୍ୟ ଅତିଥି ଭାବେ ଜିଲ୍ଲାପାଳ ଯୋଗଦେଇ ଉଦ୍‌ବୋଧନ ଦେଇଥିଲେ। ସଭାପତିତ୍ୱ କରିଥିଲେ ସ୍ଥାନୀୟ ସରପଞ୍ଚ। ଏହି ଅବସରରେ ବିଭିନ୍ନ ସାଂସ୍କୃତିକ କାର୍ଯ୍ୟକ୍ରମ ପରିବେଷଣ କରାଯାଇଥିଲା। ଶେଷରେ ଧନ୍ୟବାଦ ଅର୍ପଣ କରାଯାଇଥିଲା। ଅଞ୍ଚଳର ବିଭିନ୍ନ ସମସ୍ୟା ନେଇ ଆଲୋଚନା ହୋଇଥିଲା ଏବଂ ତୁରନ୍ତ ସମାଧାନ ପାଇଁ ଦାବି କରାଯାଇଥିଲା। ପ୍ରଶାସନ ପକ୍ଷରୁ ସମସ୍ତ ସହଯୋଗର ପ୍ରତିଶ୍ରୁତି ଦିଆଯାଇଛି।: [133, 446, 263, 472]
- kicker-tractor: ■ ଟ୍ରାକ୍ଟରର ମାଲ ପରିବହନ ସମସ୍ୟା: [150, 236, 226, 242]
